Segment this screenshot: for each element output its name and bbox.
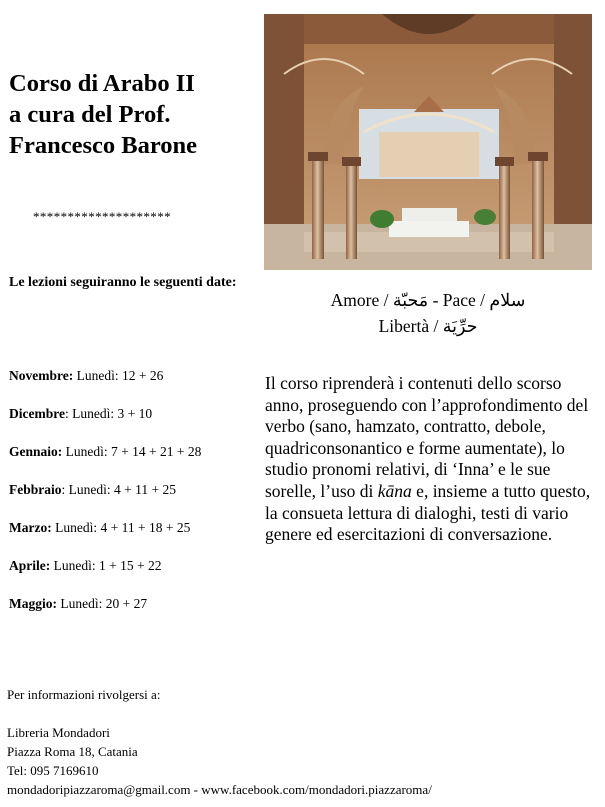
- schedule-month: Marzo:: [9, 520, 52, 535]
- info-heading: Per informazioni rivolgersi a:: [7, 687, 161, 702]
- words-line-1: Amore / مَحبّة - Pace / سلام: [330, 290, 526, 310]
- schedule-dates: Lunedì: 20 + 27: [57, 596, 148, 611]
- schedule-row-december: [9, 406, 152, 422]
- schedule-dates: Lunedì: 7 + 14 + 21 + 28: [62, 444, 202, 459]
- schedule-row-february: [9, 482, 176, 498]
- schedule-month: Novembre:: [9, 368, 74, 383]
- schedule-dates: Lunedì: 12 + 26: [73, 368, 164, 383]
- course-description: [265, 373, 600, 546]
- schedule-dates: Lunedì: 4 + 11 + 18 + 25: [51, 520, 191, 535]
- alhambra-courtyard-photo: [264, 14, 592, 270]
- schedule-intro: Le lezioni seguiranno le seguenti date:: [9, 275, 237, 290]
- description-part-2: e, insieme a tutto questo, la consueta lettura di dialoghi, testi di vario genere ed esercitazioni di conversazione.: [265, 480, 591, 545]
- store-contacts: mondadoripiazzaroma@gmail.com - www.facebook.com/mondadori.piazzaroma/: [7, 782, 432, 797]
- schedule-month: Maggio:: [9, 596, 57, 611]
- title-line-2: a cura del Prof.: [9, 101, 171, 128]
- arabic-words: [264, 287, 592, 339]
- schedule-month: Gennaio:: [9, 444, 63, 459]
- schedule-month: Aprile:: [9, 558, 51, 573]
- description-italic-term: kāna: [377, 480, 412, 501]
- schedule-row-january: [9, 444, 201, 460]
- title-line-1: Corso di Arabo II: [9, 70, 195, 97]
- description-part-1: Il corso riprenderà i contenuti dello scorso anno, proseguendo con l’approfondimento del verbo (sano, hamzato, contratto, debole, quadriconsonantico e forme aumentate), lo studio pronomi relativi, di ‘Inna’ e le sue sorelle, l’uso di: [265, 373, 589, 501]
- schedule-dates: : Lunedì: 3 + 10: [64, 406, 153, 421]
- words-line-2: Libertà / حرِّيَة: [378, 316, 478, 336]
- title-line-3: Francesco Barone: [9, 132, 198, 159]
- schedule-dates: Lunedì: 1 + 15 + 22: [50, 558, 162, 573]
- store-address: Piazza Roma 18, Catania: [7, 744, 138, 759]
- store-name: Libreria Mondadori: [7, 725, 110, 740]
- schedule-month: Dicembre: [9, 406, 65, 421]
- schedule-row-march: [9, 520, 190, 536]
- schedule-row-april: [9, 558, 161, 574]
- schedule-row-may: [9, 596, 147, 612]
- star-separator: ********************: [33, 209, 171, 224]
- contact-info: [7, 685, 432, 799]
- schedule-dates: : Lunedì: 4 + 11 + 25: [61, 482, 176, 497]
- schedule-month: Febbraio: [9, 482, 62, 497]
- schedule-row-november: [9, 368, 163, 384]
- course-title: [9, 68, 259, 161]
- store-phone: Tel: 095 7169610: [7, 763, 99, 778]
